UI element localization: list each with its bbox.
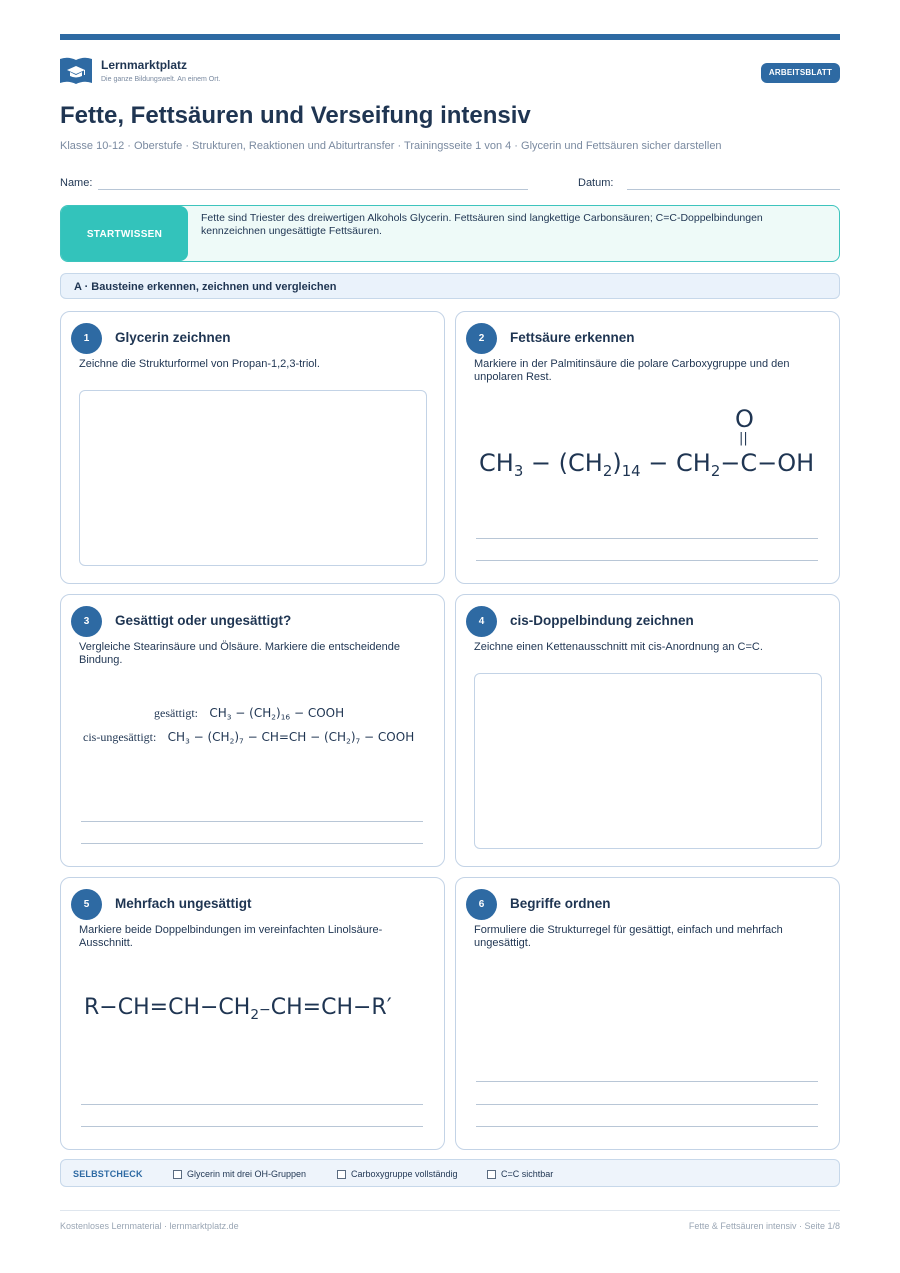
answer-line[interactable] <box>476 538 818 539</box>
answer-line[interactable] <box>476 1081 818 1082</box>
footer-right: Fette & Fettsäuren intensiv · Seite 1/8 <box>688 1221 840 1231</box>
stearic-acid-row: gesättigt: $CH_3 - (CH_2)_{16}$ − COOH <box>154 706 345 722</box>
task-title: Begriffe ordnen <box>510 896 611 911</box>
selfcheck-item[interactable]: Glycerin mit drei OH-Gruppen <box>173 1160 306 1188</box>
selfcheck-bar <box>60 1159 840 1187</box>
page-title: Fette, Fettsäuren und Verseifung intensiv <box>60 102 531 129</box>
drawing-area[interactable] <box>474 673 822 849</box>
task-title: Glycerin zeichnen <box>115 330 231 345</box>
selfcheck-item[interactable]: C=C sichtbar <box>487 1160 553 1188</box>
task-card-2 <box>455 311 840 584</box>
answer-line[interactable] <box>476 1104 818 1105</box>
task-text: Zeichne einen Kettenausschnitt mit cis-Anordnung an C=C. <box>474 641 763 653</box>
task-number: 2 <box>466 323 497 354</box>
palmitic-acid-formula: $CH_3 - (CH_2)_{14} - CH_2-C-OH$ <box>479 449 815 481</box>
brand-tagline: Die ganze Bildungswelt. An einem Ort. <box>101 75 221 83</box>
oleic-acid-row: cis-ungesättigt: $CH_3 - (CH_2)_7 - CH=CH - (CH_2)_7$ − COOH <box>83 730 415 746</box>
task-title: Mehrfach ungesättigt <box>115 896 252 911</box>
selfcheck-label: SELBSTCHECK <box>73 1169 143 1179</box>
checkbox[interactable] <box>173 1170 182 1179</box>
startwissen-text: Fette sind Triester des dreiwertigen Alkohols Glycerin. Fettsäuren sind langkettige Carbonsäuren; C=C-Doppelbindungen kennzeichnen ungesättigte Fettsäuren. <box>201 212 763 237</box>
page-subtitle: Klasse 10-12 · Oberstufe · Strukturen, Reaktionen und Abiturtransfer · Trainingsseite 1 von 4 · Glycerin und Fettsäuren sicher darstellen <box>60 140 722 152</box>
drawing-area[interactable] <box>79 390 427 566</box>
task-card-3 <box>60 594 445 867</box>
task-text: Zeichne die Strukturformel von Propan-1,2,3-triol. <box>79 358 320 370</box>
task-title: cis-Doppelbindung zeichnen <box>510 613 694 628</box>
task-text: Formuliere die Strukturregel für gesättigt, einfach und mehrfach ungesättigt. <box>474 924 783 949</box>
task-title: Gesättigt oder ungesättigt? <box>115 613 292 628</box>
worksheet-badge: ARBEITSBLATT <box>761 63 840 83</box>
checkbox[interactable] <box>487 1170 496 1179</box>
selfcheck-item[interactable]: Carboxygruppe vollständig <box>337 1160 458 1188</box>
answer-line[interactable] <box>81 843 423 844</box>
task-number: 6 <box>466 889 497 920</box>
startwissen-label: STARTWISSEN <box>61 206 188 261</box>
task-title: Fettsäure erkennen <box>510 330 635 345</box>
name-field[interactable] <box>98 189 528 190</box>
name-label: Name: <box>60 177 93 189</box>
startwissen-box <box>60 205 840 262</box>
answer-line[interactable] <box>476 560 818 561</box>
brand <box>58 56 220 86</box>
graduation-cap-book-icon <box>58 56 94 86</box>
carbonyl-double-bond: || <box>739 431 748 446</box>
task-number: 1 <box>71 323 102 354</box>
task-card-1 <box>60 311 445 584</box>
task-text: Vergleiche Stearinsäure und Ölsäure. Markiere die entscheidende Bindung. <box>79 641 401 666</box>
answer-line[interactable] <box>81 1104 423 1105</box>
task-card-4 <box>455 594 840 867</box>
top-accent-bar <box>60 34 840 40</box>
task-number: 4 <box>466 606 497 637</box>
task-text: Markiere beide Doppelbindungen im vereinfachten Linolsäure-Ausschnitt. <box>79 924 383 949</box>
checkbox[interactable] <box>337 1170 346 1179</box>
answer-line[interactable] <box>81 1126 423 1127</box>
brand-name: Lernmarktplatz <box>101 57 188 72</box>
carbonyl-oxygen: O <box>735 405 754 433</box>
section-heading: A · Bausteine erkennen, zeichnen und vergleichen <box>60 273 840 299</box>
linoleic-acid-formula: $R-CH=CH-CH_2-CH=CH-R'$ <box>84 995 392 1023</box>
task-number: 3 <box>71 606 102 637</box>
date-field[interactable] <box>627 189 840 190</box>
footer-divider <box>60 1210 840 1211</box>
task-card-6 <box>455 877 840 1150</box>
task-card-5 <box>60 877 445 1150</box>
task-text: Markiere in der Palmitinsäure die polare Carboxygruppe und den unpolaren Rest. <box>474 358 790 383</box>
date-label: Datum: <box>578 177 614 189</box>
task-number: 5 <box>71 889 102 920</box>
answer-line[interactable] <box>476 1126 818 1127</box>
answer-line[interactable] <box>81 821 423 822</box>
footer-left: Kostenloses Lernmaterial · lernmarktplatz.de <box>60 1221 239 1231</box>
